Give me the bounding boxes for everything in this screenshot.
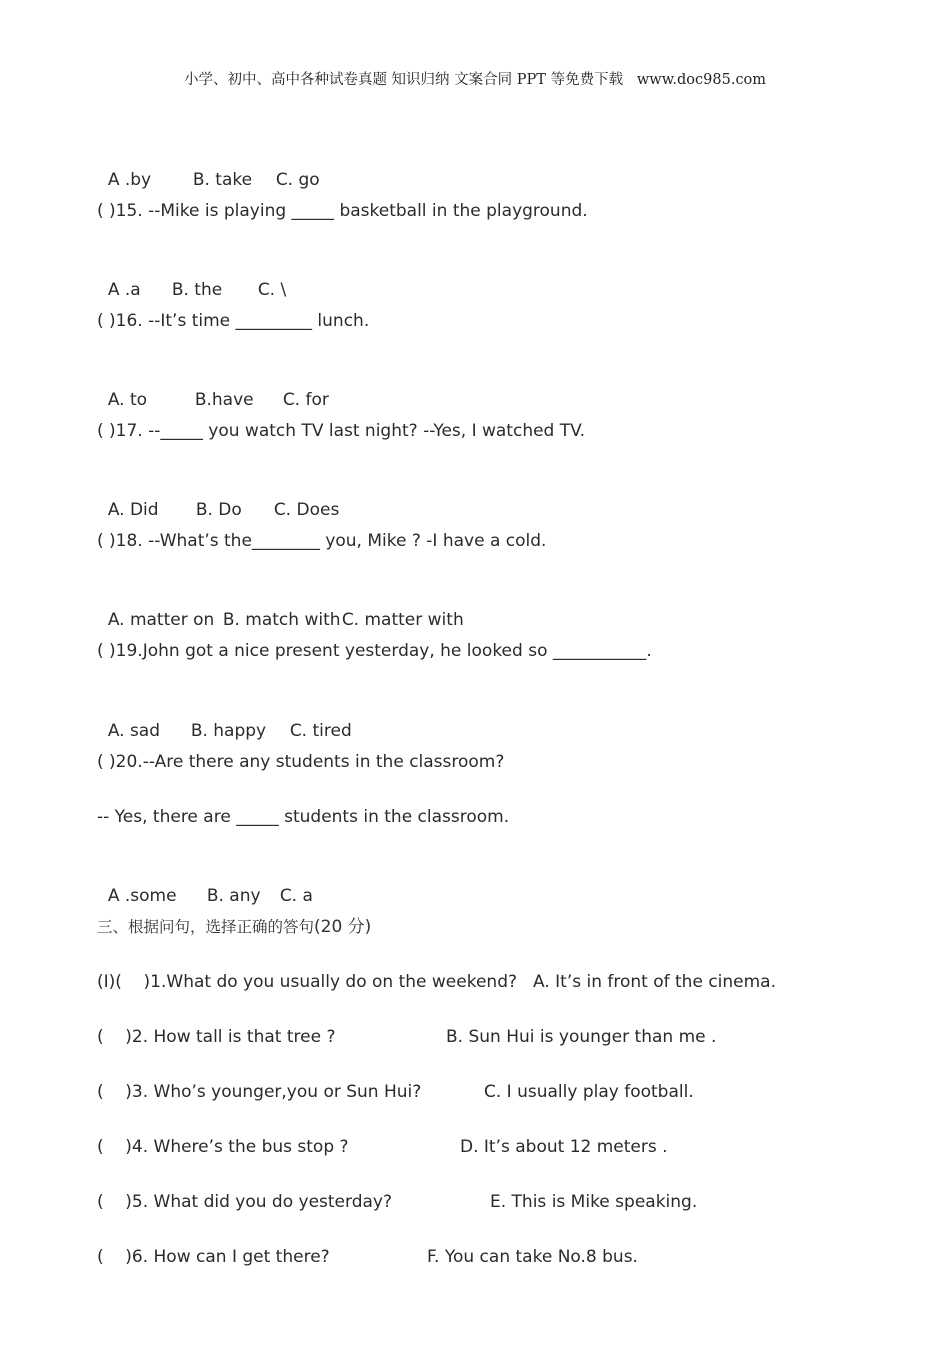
q14-options [97, 144, 320, 192]
q20-prompt: ( )20.--Are there any students in the classroom? [97, 752, 505, 772]
q14-option-c: C. go [275, 170, 320, 190]
q16-prompt: ( )16. --It’s time _________ lunch. [97, 311, 370, 331]
q17-option-c: C. Does [273, 500, 340, 520]
match-answer-d: D. It’s about 12 meters . [460, 1137, 668, 1157]
match-question-1: ( )1.What do you usually do on the weekend? [115, 972, 518, 992]
q15-option-b: B. the [171, 280, 223, 300]
section-3-title [97, 915, 371, 939]
section-3-heading: 三、根据问句，选择正确的答句 [97, 918, 315, 936]
q17-option-b: B. Do [195, 500, 242, 520]
q17-prompt: ( )17. --_____ you watch TV last night? --Yes, I watched TV. [97, 421, 585, 441]
q16-option-c: C. for [282, 390, 329, 410]
q18-options [97, 584, 464, 632]
section-3-score: (20 分) [314, 917, 372, 937]
q18-prompt: ( )18. --What’s the________ you, Mike ? -I have a cold. [97, 531, 547, 551]
q16-option-a: A. to [107, 390, 148, 410]
match-subtitle: (I) [97, 972, 116, 992]
page-header-banner: 小学、初中、高中各种试卷真题 知识归纳 文案合同 PPT 等免费下载 www.doc985.com [183, 72, 767, 88]
match-answer-c: C. I usually play football. [484, 1082, 694, 1102]
match-question-2: ( )2. How tall is that tree ? [97, 1027, 336, 1047]
q20-option-a: A .some [107, 886, 177, 906]
q19-option-a: A. sad [107, 721, 161, 741]
q17-option-a: A. Did [107, 500, 159, 520]
match-question-6: ( )6. How can I get there? [97, 1247, 330, 1267]
q15-option-c: C. \ [257, 280, 287, 300]
match-row-1 [97, 970, 517, 994]
match-answer-f: F. You can take No.8 bus. [427, 1247, 638, 1267]
match-answer-b: B. Sun Hui is younger than me . [446, 1027, 717, 1047]
q15-options [97, 254, 286, 302]
q19-prompt: ( )19.John got a nice present yesterday, he looked so ___________. [97, 641, 652, 661]
q18-option-b: B. match with [222, 610, 341, 630]
match-question-3: ( )3. Who’s younger,you or Sun Hui? [97, 1082, 422, 1102]
match-answer-a: A. It’s in front of the cinema. [533, 972, 777, 992]
q14-option-a: A .by [107, 170, 152, 190]
match-answer-e: E. This is Mike speaking. [490, 1192, 698, 1212]
q20-option-b: B. any [206, 886, 261, 906]
q20-prompt-continued: -- Yes, there are _____ students in the classroom. [97, 807, 510, 827]
q16-options [97, 364, 329, 412]
q14-option-b: B. take [192, 170, 253, 190]
q15-prompt: ( )15. --Mike is playing _____ basketball in the playground. [97, 201, 588, 221]
match-question-4: ( )4. Where’s the bus stop ? [97, 1137, 349, 1157]
match-question-5: ( )5. What did you do yesterday? [97, 1192, 393, 1212]
q20-options [97, 860, 313, 908]
q18-option-c: C. matter with [341, 610, 464, 630]
q20-option-c: C. a [279, 886, 313, 906]
q18-option-a: A. matter on [107, 610, 215, 630]
q16-option-b: B.have [194, 390, 254, 410]
q19-option-b: B. happy [190, 721, 267, 741]
q19-option-c: C. tired [289, 721, 352, 741]
q17-options [97, 474, 339, 522]
q15-option-a: A .a [107, 280, 141, 300]
q19-options [97, 695, 352, 743]
